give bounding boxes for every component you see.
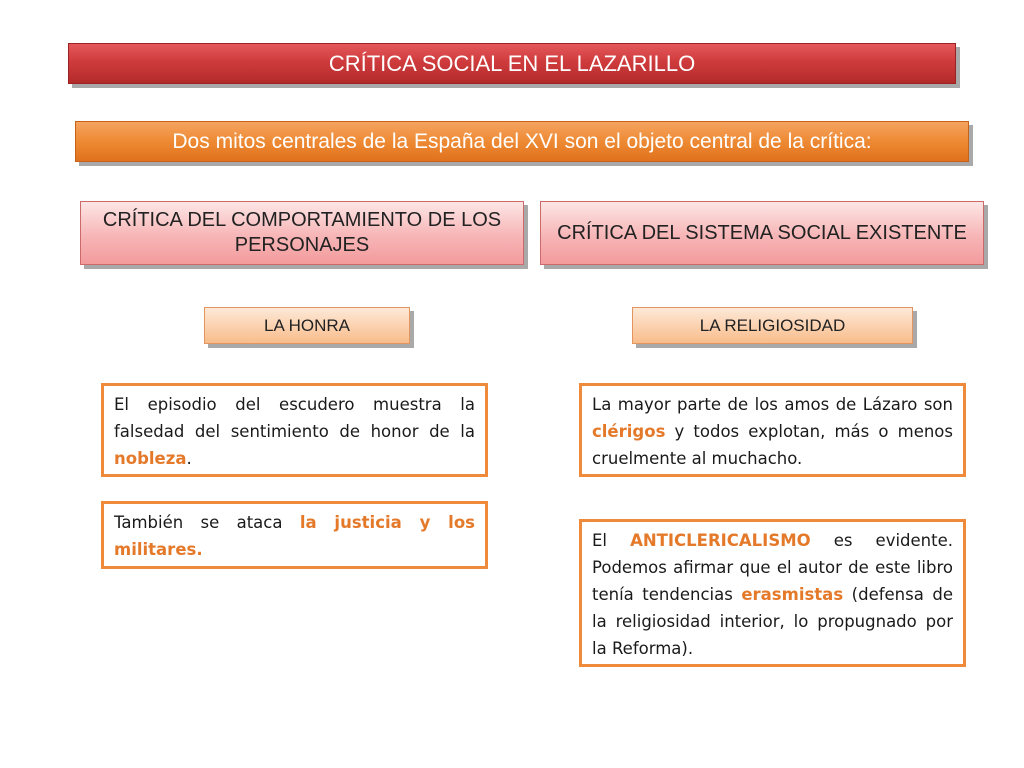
slide-title-text: CRÍTICA SOCIAL EN EL LAZARILLO [328, 50, 696, 76]
note-clerigos-end: y todos explotan, más o menos cruelmente al muchacho. [592, 422, 953, 468]
note-escudero [101, 383, 488, 477]
note-anticlericalismo-middle: es evidente. Podemos afirmar que el autor de este libro tenía tendencias [592, 531, 953, 604]
note-clerigos-highlight: clérigos [592, 422, 666, 441]
note-justicia-text: También se ataca [114, 513, 300, 532]
slide-title [68, 43, 956, 84]
category-social-system-critique [540, 201, 984, 265]
note-anticlericalismo-highlight-2: erasmistas [741, 585, 844, 604]
note-anticlericalismo-text: El [592, 531, 631, 550]
category-behaviour-critique [80, 201, 524, 265]
slide-subtitle-text: Dos mitos centrales de la España del XVI son el objeto central de la crítica: [172, 129, 872, 153]
note-anticlericalismo-highlight: ANTICLERICALISMO [630, 531, 811, 550]
note-escudero-end: . [186, 449, 192, 468]
note-clerigos [579, 383, 966, 477]
tag-religiosidad [632, 307, 913, 344]
note-anticlericalismo [579, 519, 966, 667]
note-anticlericalismo-end: (defensa de la religiosidad interior, lo propugnado por la Reforma). [592, 585, 953, 658]
note-justicia-highlight: la justicia y los militares. [114, 513, 475, 559]
tag-honra-text: LA HONRA [264, 315, 350, 335]
category-behaviour-critique-text: CRÍTICA DEL COMPORTAMIENTO DE LOS PERSONAJES [102, 209, 502, 256]
slide-subtitle [75, 121, 969, 162]
note-clerigos-text: La mayor parte de los amos de Lázaro son [592, 395, 953, 414]
category-social-system-critique-text: CRÍTICA DEL SISTEMA SOCIAL EXISTENTE [557, 221, 967, 244]
note-justicia [101, 501, 488, 569]
note-escudero-highlight: nobleza [114, 449, 187, 468]
tag-religiosidad-text: LA RELIGIOSIDAD [699, 315, 846, 335]
tag-honra [204, 307, 410, 344]
note-escudero-text: El episodio del escudero muestra la falsedad del sentimiento de honor de la [114, 395, 475, 441]
